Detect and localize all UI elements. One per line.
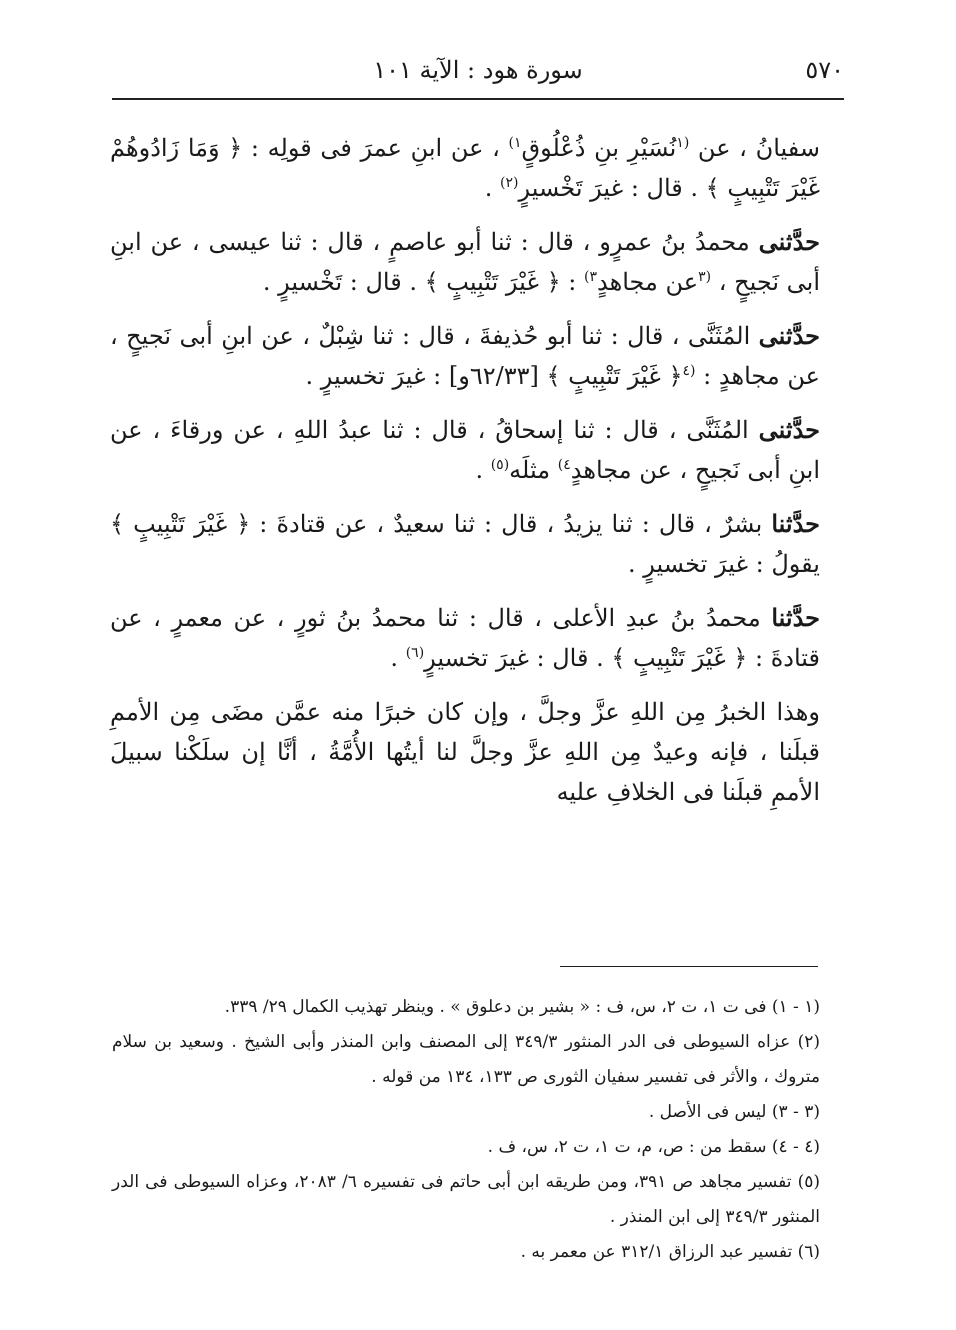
- paragraph-3: حدَّثنى المُثَنَّى ، قال : ثنا أبو حُذيفةَ ، قال : ثنا شِبْلٌ ، عن ابنِ أبى نَجيحٍ ، عن مجاهدٍ : $^{(٤}$﴿ غَيْرَ تَتْبِيبٍ ﴾ [٦٢/٣٣و] : غيرَ تخسيرٍ .: [110, 321, 820, 390]
- main-text: [110, 128, 820, 812]
- paragraph-5: حدَّثنا بشرٌ ، قال : ثنا يزيدُ ، قال : ثنا سعيدٌ ، عن قتادةَ : ﴿ غَيْرَ تَتْبِيبٍ ﴾ يقولُ : غيرَ تخسيرٍ .: [110, 509, 820, 578]
- footnote-mark: (٦): [405, 645, 425, 661]
- narration-lead: حدَّثنى: [758, 227, 820, 256]
- footnote-mark: (٢): [500, 175, 519, 191]
- footnote-4: (٤ - ٤) سقط من : ص، م، ت ١، ت ٢، س، ف .: [487, 1137, 820, 1157]
- footnote-rule: [560, 966, 818, 967]
- footnote-mark: (٣: [698, 269, 712, 285]
- footnote-3: (٣ - ٣) ليس فى الأصل .: [648, 1102, 820, 1122]
- header-rule: [112, 98, 844, 100]
- footnote-5: (٥) تفسير مجاهد ص ٣٩١، ومن طريقه ابن أبى حاتم فى تفسيره ٦/ ٢٠٨٣، وعزاه السيوطى فى الدر المنثور ٣٤٩/٣ إلى ابن المنذر .: [112, 1172, 820, 1227]
- running-title: سورة هود : الآية ١٠١: [373, 56, 583, 84]
- paragraph-1: سفيانُ ، عن $^{(١}$نُسَيْرِ بنِ ذُعْلُوقٍ$^{١)}$ ، عن ابنِ عمرَ فى قولِه : ﴿ وَمَا زَادُوهُمْ غَيْرَ تَتْبِيبٍ ﴾ . قال : غيرَ تَخْسيرٍ$^{(٢)}$ .: [110, 134, 820, 202]
- footnote-mark: ٤): [557, 457, 571, 473]
- page-header: [112, 52, 844, 92]
- narration-lead: حدَّثنا: [771, 603, 820, 632]
- paragraph-6: حدَّثنا محمدُ بنُ عبدِ الأعلى ، قال : ثنا محمدُ بنُ ثورٍ ، عن معمرٍ ، عن قتادةَ : ﴿ غَيْرَ تَتْبِيبٍ ﴾ . قال : غيرَ تخسيرٍ$^{(٦)}$ .: [110, 603, 820, 672]
- paragraph-4: حدَّثنى المُثَنَّى ، قال : ثنا إسحاقُ ، قال : ثنا عبدُ اللهِ ، عن ورقاءَ ، عن ابنِ أبى نَجيحٍ ، عن مجاهدٍ$^{٤)}$ مثلَه$^{(٥)}$ .: [110, 415, 820, 484]
- narration-lead: حدَّثنا: [771, 509, 820, 538]
- footnote-6: (٦) تفسير عبد الرزاق ٣١٢/١ عن معمر به .: [520, 1242, 820, 1262]
- footnote-2: (٢) عزاه السيوطى فى الدر المنثور ٣٤٩/٣ إلى المصنف وابن المنذر وأبى الشيخ . وسعيد بن سلام متروك ، والأثر فى تفسير سفيان الثورى ص ١٣٣، ١٣٤ من قوله .: [112, 1032, 820, 1087]
- footnote-mark: (٤: [682, 363, 696, 379]
- footnote-1: (١ - ١) فى ت ١، ت ٢، س، ف : « بشير بن دعلوق » . وينظر تهذيب الكمال ٢٩/ ٣٣٩.: [224, 997, 820, 1017]
- footnote-mark: ٣): [583, 269, 597, 285]
- paragraph-7: وهذا الخبرُ مِن اللهِ عزَّ وجلَّ ، وإن كان خبرًا منه عمَّن مضَى مِن الأممِ قبلَنا ، فإنه وعيدٌ مِن اللهِ عزَّ وجلَّ لنا أيتُها الأُمَّةُ ، أنَّا إن سلَكْنا سبيلَ الأممِ قبلَنا فى الخلافِ عليه: [110, 698, 820, 806]
- footnote-mark: ١): [508, 135, 522, 151]
- paragraph-2: حدَّثنى محمدُ بنُ عمرٍو ، قال : ثنا أبو عاصمٍ ، قال : ثنا عيسى ، عن ابنِ أبى نَجيحٍ ، $^{(٣}$عن مجاهدٍ$^{٣)}$ : ﴿ غَيْرَ تَتْبِيبٍ ﴾ . قال : تَخْسيرٍ .: [110, 227, 820, 296]
- footnotes: [112, 990, 820, 1270]
- narration-lead: حدَّثنى: [758, 321, 820, 350]
- narration-lead: حدَّثنى: [758, 415, 820, 444]
- page-number: ٥٧٠: [805, 56, 844, 84]
- footnote-mark: (١: [676, 135, 690, 151]
- footnote-mark: (٥): [490, 457, 510, 473]
